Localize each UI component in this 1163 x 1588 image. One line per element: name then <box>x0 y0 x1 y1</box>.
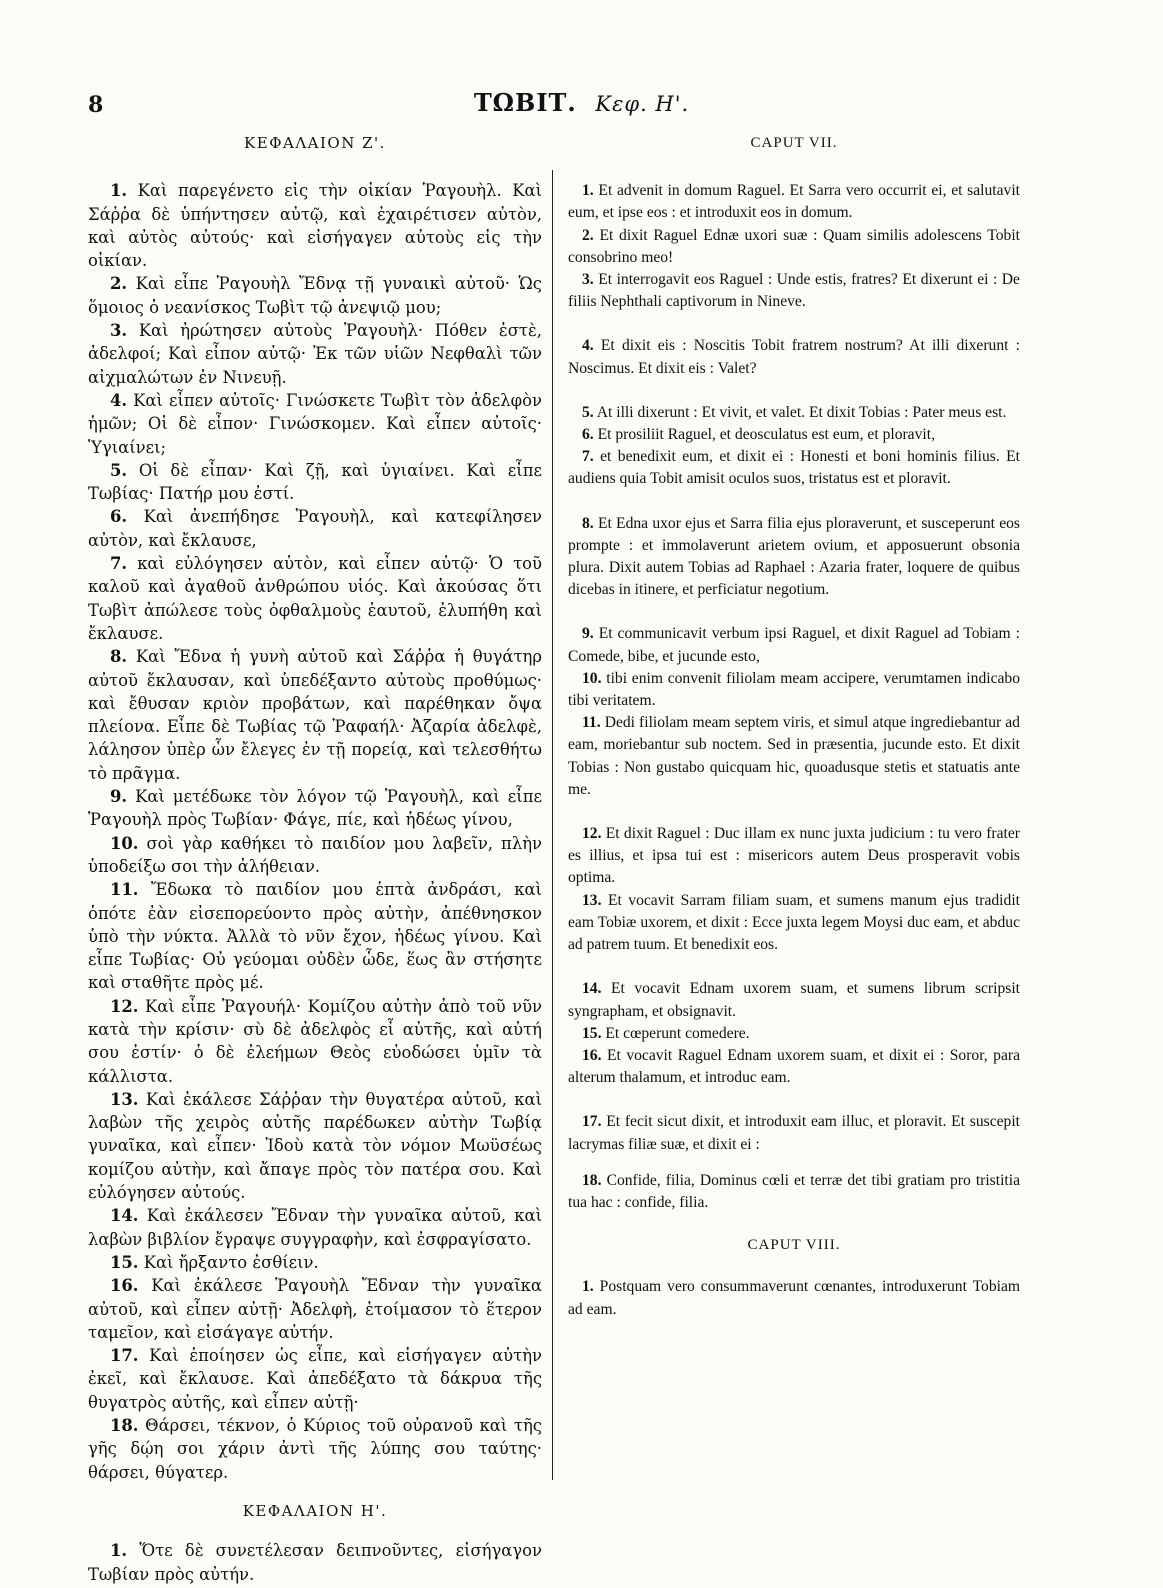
latin-verse: 1. Et advenit in domum Raguel. Et Sarra vero occurrit ei, et salutavit eum, et ipse eos : et introduxit eos in domum. <box>568 182 1020 222</box>
latin-verse: 18. Confide, filia, Dominus cœli et terræ det tibi gratiam pro tristitia tua hac : confide, filia. <box>568 1171 1021 1211</box>
greek-verse: 4. Καὶ εἶπεν αὐτοῖς· Γινώσκετε Τωβὶτ τὸν ἀδελφὸν ἡμῶν; Οἱ δὲ εἶπον· Γινώσκομεν. Καὶ εἶπεν αὐτοῖς· Ὑγιαίνει; <box>88 390 542 457</box>
latin-verse: 10. tibi enim convenit filiolam meam accipere, verumtamen indicabo tibi veritatem. <box>568 669 1021 710</box>
latin-verse: 3. Et interrogavit eos Raguel : Unde estis, fratres? Et dixerunt ei : De filiis Nephthali captivorum in Nineve. <box>568 271 1020 311</box>
greek-verse: 12. Καὶ εἶπε Ῥαγουήλ· Κομίζου αὐτὴν ἀπὸ τοῦ νῦν κατὰ τὴν κρίσιν· σὺ δὲ ἀδελφὸς εἶ αὐτῆς, καὶ αὐτή σου ἐστίν· ὁ δὲ ἐλεήμων Θεὸς εὐοδώσει ὑμῖν τὰ κάλλιστα. <box>88 996 542 1086</box>
spacer <box>568 1089 1020 1111</box>
spacer <box>568 601 1020 623</box>
latin-verse: 17. Et fecit sicut dixit, et introduxit eam illuc, et ploravit. Et suscepit lacrymas filiæ suæ, et dixit ei : <box>568 1113 1020 1153</box>
page-number: 8 <box>88 92 104 118</box>
greek-verse: 8. Καὶ Ἔδνα ἡ γυνὴ αὐτοῦ καὶ Σάῤῥα ἡ θυγάτηρ αὐτοῦ ἔκλαυσαν, καὶ ὑπεδέξαντο αὐτοὺς προθύμως· καὶ ἔθυσαν κριὸν προβάτων, καὶ παρέθηκαν ὄψα πλείονα. Εἶπε δὲ Τωβίας τῷ Ῥαφαήλ· Ἀζαρία ἀδελφὲ, λάλησον ὑπὲρ ὧν ἔλεγες ἐν τῇ πορείᾳ, καὶ τελεσθήτω τὸ πρᾶγμα. <box>88 647 543 783</box>
greek-chapter8-title: ΚΕΦΑΛΑΙΟΝ Η'. <box>242 1501 388 1520</box>
latin-verse: 6. Et prosiliit Raguel, et deosculatus est eum, et ploravit, <box>582 426 935 444</box>
greek-verse: 11. Ἔδωκα τὸ παιδίον μου ἑπτὰ ἀνδράσι, καὶ ὁπότε ἐὰν εἰσεπορεύοντο πρὸς αὐτὴν, ἀπέθνησκον ὑπὸ τὴν νύκτα. Ἀλλὰ τὸ νῦν ἔχον, ἡδέως γίνου. Καὶ εἶπε Τωβίας· Οὐ γεύομαι οὐδὲν ὧδε, ἕως ἂν στήσητε καὶ σταθῆτε πρὸς μέ. <box>88 880 542 993</box>
latin-chapter8-title: CAPUT VIII. <box>747 1237 841 1254</box>
spacer <box>568 491 1020 513</box>
latin-column <box>568 126 1020 1486</box>
spacer <box>568 313 1020 335</box>
latin-chapter7-title: CAPUT VII. <box>750 135 838 151</box>
latin-verse: 12. Et dixit Raguel : Duc illam ex nunc juxta judicium : tu vero frater es illius, et ipsa tui est : misericors autem Deus prosperavit vobis optima. <box>568 825 1020 887</box>
greek-verse: 3. Καὶ ἠρώτησεν αὐτοὺς Ῥαγουὴλ· Πόθεν ἐστὲ, ἀδελφοί; Καὶ εἶπον αὐτῷ· Ἐκ τῶν υἱῶν Νεφθαλὶ τῶν αἰχμαλώτων ἐν Νινευῇ. <box>88 321 542 387</box>
greek-verse: 6. Καὶ ἀνεπήδησε Ῥαγουὴλ, καὶ κατεφίλησεν αὐτὸν, καὶ ἔκλαυσε, <box>88 507 542 550</box>
latin-verse: 7. et benedixit eum, et dixit ei : Honesti et boni hominis filius. Et audiens quia Tobit amisit oculos suos, tristatus est et ploravit. <box>568 448 1020 488</box>
latin-verse: 4. Et dixit eis : Noscitis Tobit fratrem nostrum? At illi dixerunt : Noscimus. Et dixit eis : Valet? <box>568 337 1020 377</box>
latin-verse: 9. Et communicavit verbum ipsi Raguel, et dixit Raguel ad Tobiam : Comede, bibe, et jucunde esto, <box>568 625 1020 665</box>
running-chapter: Κεφ. Η'. <box>595 92 690 116</box>
greek-verse: 14. Καὶ ἐκάλεσεν Ἔδναν τὴν γυναῖκα αὐτοῦ, καὶ λαβὼν βιβλίον ἔγραψε συγγραφὴν, καὶ ἐσφραγίσατο. <box>88 1206 542 1249</box>
spacer <box>568 380 1020 402</box>
latin-verse: 13. Et vocavit Sarram filiam suam, et sumens manum ejus tradidit eam Tobiæ uxorem, et dixit : Ecce juxta legem Moysi duc eam, et abduc ad patrem tuum. Et benedixit eos. <box>568 891 1020 954</box>
latin-verse: 16. Et vocavit Raguel Ednam uxorem suam, et dixit ei : Soror, para alterum thalamum, et introduc eam. <box>568 1046 1020 1087</box>
greek-verse: 15. Καὶ ἤρξαντο ἐσθίειν. <box>110 1252 319 1272</box>
greek-verse: 17. Καὶ ἐποίησεν ὡς εἶπε, καὶ εἰσήγαγεν αὐτὴν ἐκεῖ, καὶ ἔκλαυσε. Καὶ ἀπεδέξατο τὰ δάκρυα τῆς θυγατρὸς αὐτῆς, καὶ εἶπεν αὐτῇ· <box>88 1346 542 1412</box>
greek-verse: 16. Καὶ ἐκάλεσε Ῥαγουὴλ Ἔδναν τὴν γυναῖκα αὐτοῦ, καὶ εἶπεν αὐτῇ· Ἀδελφὴ, ἑτοίμασον τὸ ἕτερον ταμεῖον, καὶ εἰσάγαγε αὐτήν. <box>88 1276 542 1342</box>
latin-verse: 2. Et dixit Raguel Ednæ uxori suæ : Quam similis adolescens Tobit consobrino meo! <box>568 226 1020 266</box>
running-header <box>0 88 1163 117</box>
greek-verse: 18. Θάρσει, τέκνον, ὁ Κύριος τοῦ οὐρανοῦ καὶ τῆς γῆς δῴη σοι χάριν ἀντὶ τῆς λύπης σου ταύτης· θάρσει, θύγατερ. <box>88 1416 542 1482</box>
spacer <box>568 1156 1020 1170</box>
spacer <box>568 956 1020 978</box>
greek-verse: 1. Ὅτε δὲ συνετέλεσαν δειπνοῦντες, εἰσήγαγον Τωβίαν πρὸς αὐτήν. <box>88 1541 542 1584</box>
latin-verse: 5. At illi dixerunt : Et vivit, et valet. Et dixit Tobias : Pater meus est. <box>582 403 1007 421</box>
latin-verse: 14. Et vocavit Ednam uxorem suam, et sumens librum scripsit syngrapham, et obsignavit. <box>568 980 1020 1020</box>
greek-verse: 5. Οἱ δὲ εἶπαν· Καὶ ζῇ, καὶ ὑγιαίνει. Καὶ εἶπε Τωβίας· Πατήρ μου ἐστί. <box>88 460 542 504</box>
greek-verse: 2. Καὶ εἶπε Ῥαγουὴλ Ἔδνᾳ τῇ γυναικὶ αὐτοῦ· Ὡς ὅμοιος ὁ νεανίσκος Τωβὶτ τῷ ἀνεψιῷ μου; <box>88 274 542 317</box>
greek-verse: 9. Καὶ μετέδωκε τὸν λόγον τῷ Ῥαγουὴλ, καὶ εἶπε Ῥαγουὴλ πρὸς Τωβίαν· Φάγε, πίε, καὶ ἡδέως γίνου, <box>88 787 542 830</box>
running-title: ΤΩΒΙΤ. <box>473 88 577 117</box>
latin-verse: 11. Dedi filiolam meam septem viris, et simul atque ingrediebantur ad eam, moriebantur sub noctem. Sed in præsentia, jucunde esto. Et dixit Tobias : Non gustabo quicquam hic, quoadusque stetis et statuatis ante me. <box>568 714 1020 798</box>
latin-verse: 15. Et cœperunt comedere. <box>582 1024 750 1042</box>
greek-verse: 13. Καὶ ἐκάλεσε Σάῤῥαν τὴν θυγατέρα αὐτοῦ, καὶ λαβὼν τῆς χειρὸς αὐτῆς παρέδωκεν αὐτὴν Τωβίᾳ γυναῖκα, καὶ εἶπεν· Ἰδοὺ κατὰ τὸν νόμον Μωϋσέως κομίζου αὐτὴν, καὶ ἄπαγε πρὸς τὸν πατέρα σου. Καὶ εὐλόγησεν αὐτούς. <box>88 1089 543 1203</box>
latin-verse: 1. Postquam vero consummaverunt cœnantes, introduxerunt Tobiam ad eam. <box>568 1278 1021 1318</box>
greek-verse: 10. σοὶ γὰρ καθήκει τὸ παιδίον μου λαβεῖν, πλὴν ὑποδείξω σοι τὴν ἀλήθειαν. <box>88 833 542 876</box>
greek-verse: 7. καὶ εὐλόγησεν αὐτὸν, καὶ εἶπεν αὐτῷ· Ὁ τοῦ καλοῦ καὶ ἀγαθοῦ ἀνθρώπου υἱός. Καὶ ἀκούσας ὅτι Τωβὶτ ἀπώλεσε τοὺς ὀφθαλμοὺς ἑαυτοῦ, ἐλυπήθη καὶ ἔκλαυσε. <box>88 554 542 643</box>
greek-chapter7-title: ΚΕΦΑΛΑΙΟΝ Ζ'. <box>244 134 386 152</box>
greek-verse: 1. Καὶ παρεγένετο εἰς τὴν οἰκίαν Ῥαγουὴλ. Καὶ Σάῤῥα δὲ ὑπήντησεν αὐτῷ, καὶ ἐχαιρέτισεν αὐτὸν, καὶ αὐτὸς αὐτούς· καὶ εἰσήγαγεν αὐτοὺς εἰς τὴν οἰκίαν. <box>88 181 542 271</box>
column-divider <box>552 170 553 1480</box>
spacer <box>568 801 1020 823</box>
latin-verse: 8. Et Edna uxor ejus et Sarra filia ejus ploraverunt, et susceperunt eos prompte : et immolaverunt arietem ovium, et apposuerunt obsonia plura. Dixit autem Tobias ad Raphael : Azaria frater, loquere de quibus dicebas in itinere, et perficiatur negotium. <box>568 514 1020 599</box>
greek-column <box>88 126 543 1584</box>
